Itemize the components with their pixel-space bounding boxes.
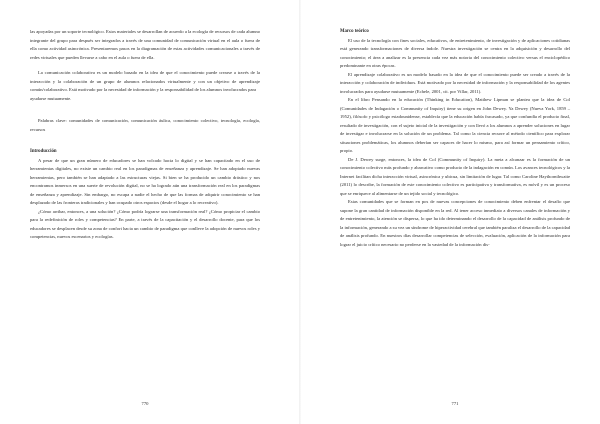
right-paragraph-1: El uso de la tecnología con fines sociales, educativos, de entretenimiento, de investigación y de aplicaciones cotidianas está generando transformaciones de diversa índole. Nuestra investigación se centra en la adquisición y desarrollo del conocimiento; el área a analizar es la presencia cada vez más notoria del conocimiento colectivo versus el enciclopédico predominante en otras épocas.: [340, 37, 570, 68]
left-paragraph-1: las apoyadas por un soporte tecnológico. Estos materiales se desarrollan de acuerdo a la ecología de recursos de cada alumno integrante del grupo para después ser integrados a través de una comunidad de comunicación virtual en el aula o fuera de ella como actividad asincrónica. Presentaremos pasos en la diagramación de estas actividades comunicacionales a través de redes virtuales que pueden llevarse a cabo en el aula o fuera de ella.: [30, 29, 260, 60]
right-paragraph-4: De J. Dewey surge, entonces, la idea de Col (Community of Inquiry). La meta a alcanzar es la formación de un conocimiento colectivo más profundo y abarcativo como producto de la indagación en común. Los avances tecnológicos y la Internet facilitan dicha interacción virtual, asincrónica y ubicua, sin limitación de lugar. Tal como Caroline Haythornthwaite (2011) lo describe, la formación de este conocimiento colectivo es participativa y transformativa, es móvil y es un proceso que se enriquece al alimentarse de un tejido social y tecnológico.: [340, 156, 570, 196]
left-paragraph-3: A pesar de que un gran número de educadores se han volcado hacia lo digital y se han capacitado en el uso de herramientas digitales, no existe un cambio real en los paradigmas de enseñanza y aprendizaje. Se han adoptado nuevas herramientas, pero también se han adaptado a las estructuras viejas. Si bien se ha producido un cambio drástico y nos encontramos inmersos en una suerte de revolución digital, no se ha logrado aún una transformación real en los paradigmas de enseñanza y aprendizaje. Sin embargo, no escapa a nadie el hecho de que las formas de adquirir conocimiento se han desplazado de las fronteras tradicionales y han ocupado otros espacios (desde el hogar a lo recreativo).: [30, 157, 260, 205]
left-paragraph-2: La comunicación colaborativa es un modelo basado en la idea de que el conocimiento puede crearse a través de la interacción y la colaboración de un grupo de alumnos relacionados virtualmente y con un objetivo de aprendizaje común/colaborativo. Está motivado por la necesidad de información y la responsabilidad de los alumnos involucrados para: [30, 70, 260, 92]
left-paragraph-2-tail: ayudarse mutuamente.: [30, 95, 72, 101]
right-paragraph-5: Estas comunidades que se forman en pos de nuevas concepciones de conocimiento deben enfrentar el desafío que supone la gran cantidad de información disponible en la red. Al tener acceso inmediato a diversos canales de información y de entretenimiento, la atención se dispersa, lo que ha ido determinando el desarrollo de la capacidad de análisis profundo de la información, generando a su vez un síndrome de hiperactividad cerebral que también paraliza el desarrollo de la capacidad de análisis profundo. En nuestros días desarrollar competencias de selección, evaluación, aplicación de la información para lograr el juicio crítico necesario no perderse en la vastedad de la información dis-: [340, 199, 570, 247]
page-number-left: 770: [141, 401, 149, 406]
right-paragraph-3: En el libro Pensando en la educación (Thinking in Education), Matthew Lipman se plantea que la idea de Col (Comunidades de Indagación o Community of Inquiry) tiene su origen en John Dewey. Ya Dewey (Nueva York, 1859 – 1952), filósofo y psicólogo estadounidense, establecía que la educación había fracasado, ya que confundía el producto final, resultado de investigación, con el sujeto inicial de la investigación y con llevó a los alumnos a aprender soluciones en lugar de investigar e involucrarse en la solución de un problema. Tal como la ciencia recurre al método científico para explorar situaciones problemáticas, los alumnos deberían ser capaces de hacer lo mismo, para así formar un pensamiento crítico, propio.: [340, 97, 570, 153]
left-paragraph-4: ¿Cómo arribar, entonces, a una solución? ¿Cómo podría lograrse una transformación real? ¿Cómo propiciar el cambio para la redefinición de roles y competencias? En parte, a través de la capacitación y el desarrollo docente, para que los educadores se desplacen desde su zona de confort hacia un cambio de paradigma que conlleve la adopción de nuevos roles y competencias, nuevos escenarios y ecologías.: [30, 208, 260, 239]
right-page: [340, 28, 570, 412]
page-number-right: 771: [451, 401, 459, 406]
left-page: [30, 28, 260, 412]
heading-introduccion: Introducción: [30, 149, 57, 154]
right-paragraph-2: El aprendizaje colaborativo es un modelo basado en la idea de que el conocimiento puede ser creado a través de la interacción y colaboración de individuos. Está motivado por la necesidad de información y la responsabilidad de los agentes involucrados para ayudarse mutuamente (Echele, 2001, cit. por Villar, 2011).: [340, 71, 570, 94]
keywords: Palabras clave: comunidades de comunicación, comunicación áulica, conocimiento colectivo, tecnología, ecología, recursos: [30, 118, 260, 132]
heading-marco-teorico: Marco teórico: [340, 29, 369, 34]
page-gutter: [299, 0, 301, 424]
